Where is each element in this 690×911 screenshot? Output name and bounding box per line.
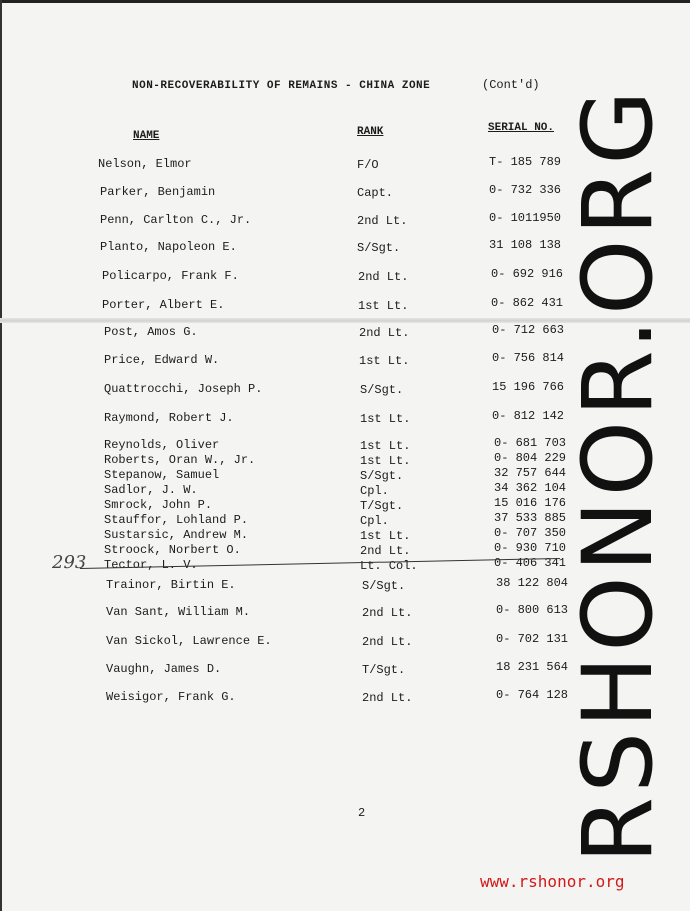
row-rank: S/Sgt. [357,241,401,255]
row-rank: Lt. Col. [360,559,418,573]
row-serial: 0- 804 229 [494,451,567,465]
row-rank: 1st Lt. [359,354,410,368]
row-name: Penn, Carlton C., Jr. [100,213,252,227]
row-serial: 0- 812 142 [492,409,565,423]
row-name: Sadlor, J. W. [104,483,198,497]
row-serial: 15 196 766 [492,380,565,394]
row-name: Nelson, Elmor [98,157,192,171]
watermark-url: www.rshonor.org [480,872,625,891]
handwritten-annotation: 293 [52,552,87,573]
row-name: Post, Amos G. [104,325,198,339]
row-rank: F/O [357,158,379,172]
row-rank: 2nd Lt. [360,544,411,558]
row-name: Stauffor, Lohland P. [104,513,249,527]
row-serial: 0- 707 350 [494,526,567,540]
row-rank: S/Sgt. [362,579,406,593]
row-serial: 0- 862 431 [491,296,564,310]
row-serial: 0- 732 336 [489,183,562,197]
row-rank: 1st Lt. [360,529,411,543]
row-serial: 38 122 804 [496,576,569,590]
row-serial: 37 533 885 [494,511,567,525]
row-rank: T/Sgt. [360,499,404,513]
row-rank: 1st Lt. [360,439,411,453]
row-serial: 0- 692 916 [491,267,564,281]
row-rank: Cpl. [360,484,389,498]
row-rank: 1st Lt. [360,412,411,426]
row-serial: 15 016 176 [494,496,567,510]
row-name: Sustarsic, Andrew M. [104,528,249,542]
row-name: Weisigor, Frank G. [106,690,236,704]
row-name: Stroock, Norbert O. [104,543,241,557]
row-serial: 0- 681 703 [494,436,567,450]
document-title: NON-RECOVERABILITY OF REMAINS - CHINA ZONE [132,80,431,92]
row-name: Smrock, John P. [104,498,213,512]
row-serial: T- 185 789 [489,155,562,169]
row-name: Raymond, Robert J. [104,411,234,425]
row-serial: 0- 712 663 [492,323,565,337]
row-rank: 2nd Lt. [358,270,409,284]
serial-column-header: SERIAL NO. [488,122,555,134]
row-name: Stepanow, Samuel [104,468,220,482]
row-serial: 31 108 138 [489,238,562,252]
row-serial: 0- 702 131 [496,632,569,646]
row-rank: 2nd Lt. [362,691,413,705]
name-column-header: NAME [133,130,160,142]
row-serial: 0- 800 613 [496,603,569,617]
page-number: 2 [358,806,366,820]
watermark-vertical-text: RSHONOR.ORG [562,86,674,864]
row-rank: Capt. [357,186,394,200]
row-name: Porter, Albert E. [102,298,225,312]
row-serial: 18 231 564 [496,660,569,674]
row-rank: 1st Lt. [358,299,409,313]
row-rank: 1st Lt. [360,454,411,468]
row-name: Vaughn, James D. [106,662,222,676]
row-name: Trainor, Birtin E. [106,578,236,592]
row-name: Parker, Benjamin [100,185,216,199]
row-serial: 0- 764 128 [496,688,569,702]
rank-column-header: RANK [357,126,384,138]
row-name: Tector, L. V. [104,558,198,572]
continued-label: (Cont'd) [482,78,540,92]
row-serial: 32 757 644 [494,466,567,480]
row-rank: S/Sgt. [360,383,404,397]
row-serial: 0- 930 710 [494,541,567,555]
row-name: Planto, Napoleon E. [100,240,237,254]
row-name: Roberts, Oran W., Jr. [104,453,256,467]
row-name: Van Sant, William M. [106,605,251,619]
row-rank: 2nd Lt. [362,606,413,620]
row-name: Policarpo, Frank F. [102,269,239,283]
row-name: Price, Edward W. [104,353,220,367]
row-rank: Cpl. [360,514,389,528]
row-serial: 0- 756 814 [492,351,565,365]
row-serial: 34 362 104 [494,481,567,495]
row-rank: T/Sgt. [362,663,406,677]
watermark-vertical [562,86,674,864]
row-serial: 0- 406 341 [494,556,567,570]
row-rank: 2nd Lt. [362,635,413,649]
row-rank: 2nd Lt. [357,214,408,228]
row-name: Reynolds, Oliver [104,438,220,452]
row-rank: S/Sgt. [360,469,404,483]
row-name: Van Sickol, Lawrence E. [106,634,272,648]
row-name: Quattrocchi, Joseph P. [104,382,263,396]
row-rank: 2nd Lt. [359,326,410,340]
row-serial: 0- 1011950 [489,211,562,225]
